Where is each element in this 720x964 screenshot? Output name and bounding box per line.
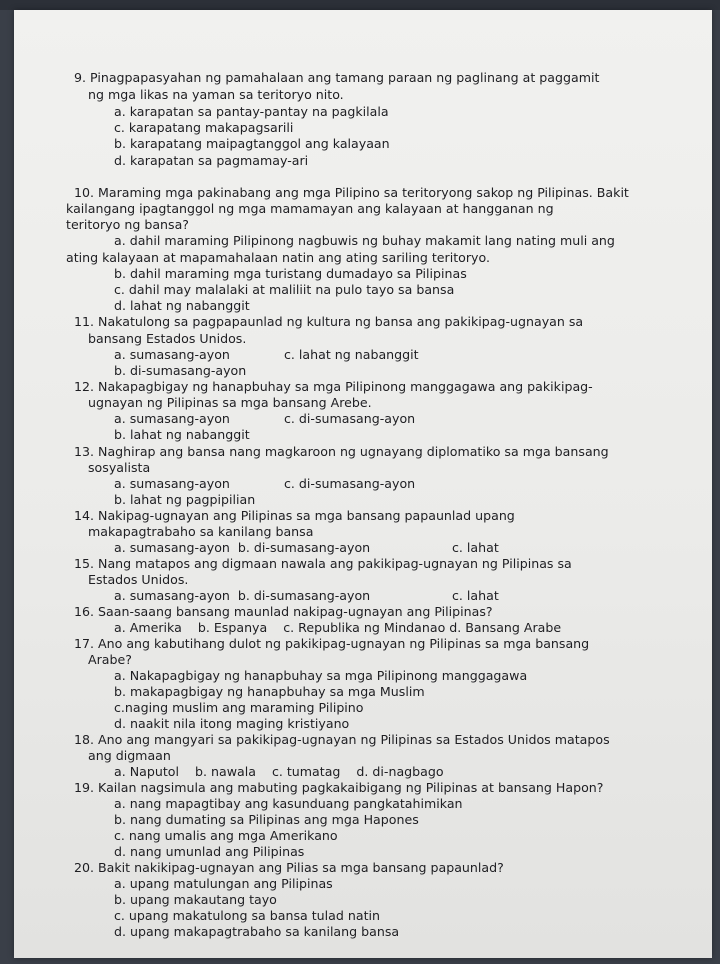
question-18-choices: a. Naputol b. nawala c. tumatag d. di-nagbago [114, 764, 444, 779]
question-14-choice-c: c. lahat [452, 540, 499, 555]
question-17-choice-c: c.naging muslim ang maraming Pilipino [114, 700, 364, 715]
question-11-choice-a: a. sumasang-ayon [114, 347, 230, 362]
question-13-stem-line-2: sosyalista [88, 460, 151, 475]
question-14-stem-line-2: makapagtrabaho sa kanilang bansa [88, 524, 314, 539]
question-20-choice-a: a. upang matulungan ang Pilipinas [114, 876, 333, 891]
question-19-choice-c: c. nang umalis ang mga Amerikano [114, 828, 338, 843]
question-16-stem: 16. Saan-saang bansang maunlad nakipag-ugnayan ang Pilipinas? [74, 604, 493, 619]
question-18-stem-line-2: ang digmaan [88, 748, 171, 763]
question-18-stem-line-1: 18. Ano ang mangyari sa pakikipag-ugnayan ng Pilipinas sa Estados Unidos matapos [74, 732, 610, 747]
worksheet-page [14, 10, 712, 958]
question-17-choice-a: a. Nakapagbigay ng hanapbuhay sa mga Pilipinong manggagawa [114, 668, 528, 683]
question-12-choice-a: a. sumasang-ayon [114, 411, 230, 426]
question-11-choice-b: b. di-sumasang-ayon [114, 363, 247, 378]
question-12-choice-c: c. di-sumasang-ayon [284, 411, 416, 426]
question-20-stem: 20. Bakit nakikipag-ugnayan ang Pilias sa mga bansang papaunlad? [74, 860, 504, 875]
question-10-choice-c: c. dahil may malalaki at maliliit na pulo tayo sa bansa [114, 282, 455, 297]
question-12-choice-b: b. lahat ng nabanggit [114, 427, 250, 442]
question-13-choice-a: a. sumasang-ayon [114, 476, 230, 491]
question-12-stem-line-2: ugnayan ng Pilipinas sa mga bansang Arebe. [88, 395, 372, 410]
question-10-stem-line-2: kailangang ipagtanggol ng mga mamamayan ang kalayaan at hangganan ng [66, 201, 554, 216]
question-15-stem-line-2: Estados Unidos. [88, 572, 189, 587]
question-15-stem-line-1: 15. Nang matapos ang digmaan nawala ang pakikipag-ugnayan ng Pilipinas sa [74, 556, 572, 571]
question-17-choice-d: d. naakit nila itong maging kristiyano [114, 716, 350, 731]
question-17-stem-line-1: 17. Ano ang kabutihang dulot ng pakikipag-ugnayan ng Pilipinas sa mga bansang [74, 636, 590, 651]
question-11-choice-c: c. lahat ng nabanggit [284, 347, 419, 362]
top-dark-edge [0, 0, 720, 10]
question-9-choice-c: c. karapatang makapagsarili [114, 120, 294, 135]
question-20-choice-b: b. upang makautang tayo [114, 892, 277, 907]
question-9-stem-line-2: ng mga likas na yaman sa teritoryo nito. [88, 87, 344, 102]
question-10-stem-line-3: teritoryo ng bansa? [66, 217, 189, 232]
question-20-choice-d: d. upang makapagtrabaho sa kanilang bansa [114, 924, 400, 939]
question-19-choice-a: a. nang mapagtibay ang kasunduang pangkatahimikan [114, 796, 463, 811]
question-13-choice-c: c. di-sumasang-ayon [284, 476, 416, 491]
question-17-choice-b: b. makapagbigay ng hanapbuhay sa mga Muslim [114, 684, 425, 699]
question-14-choices-a-b: a. sumasang-ayon b. di-sumasang-ayon [114, 540, 371, 555]
question-9-choice-a: a. karapatan sa pantay-pantay na pagkilala [114, 104, 389, 119]
question-15-choices-a-b: a. sumasang-ayon b. di-sumasang-ayon [114, 588, 371, 603]
question-9-choice-b: b. karapatang maipagtanggol ang kalayaan [114, 136, 390, 151]
question-11-stem-line-2: bansang Estados Unidos. [88, 331, 247, 346]
question-15-choice-c: c. lahat [452, 588, 499, 603]
question-10-choice-a-line-1: a. dahil maraming Pilipinong nagbuwis ng buhay makamit lang nating muli ang [114, 233, 615, 248]
question-10-choice-a-line-2: ating kalayaan at mapamahalaan natin ang ating sariling teritoryo. [66, 250, 490, 265]
question-14-stem-line-1: 14. Nakipag-ugnayan ang Pilipinas sa mga bansang papaunlad upang [74, 508, 515, 523]
question-13-stem-line-1: 13. Naghirap ang bansa nang magkaroon ng ugnayang diplomatiko sa mga bansang [74, 444, 609, 459]
question-9-choice-d: d. karapatan sa pagmamay-ari [114, 153, 309, 168]
question-12-stem-line-1: 12. Nakapagbigay ng hanapbuhay sa mga Pilipinong manggagawa ang pakikipag- [74, 379, 593, 394]
question-10-choice-b: b. dahil maraming mga turistang dumadayo sa Pilipinas [114, 266, 467, 281]
question-19-choice-d: d. nang umunlad ang Pilipinas [114, 844, 305, 859]
question-16-choices: a. Amerika b. Espanya c. Republika ng Mindanao d. Bansang Arabe [114, 620, 562, 635]
question-13-choice-b: b. lahat ng pagpipilian [114, 492, 256, 507]
question-17-stem-line-2: Arabe? [88, 652, 132, 667]
question-10-stem-line-1: 10. Maraming mga pakinabang ang mga Pilipino sa teritoryong sakop ng Pilipinas. Bakit [74, 185, 629, 200]
question-20-choice-c: c. upang makatulong sa bansa tulad natin [114, 908, 380, 923]
question-9-stem-line-1: 9. Pinagpapasyahan ng pamahalaan ang tamang paraan ng paglinang at paggamit [74, 70, 600, 85]
question-19-choice-b: b. nang dumating sa Pilipinas ang mga Hapones [114, 812, 419, 827]
question-19-stem: 19. Kailan nagsimula ang mabuting pagkakaibigang ng Pilipinas at bansang Hapon? [74, 780, 604, 795]
question-10-choice-d: d. lahat ng nabanggit [114, 298, 250, 313]
question-11-stem-line-1: 11. Nakatulong sa pagpapaunlad ng kultura ng bansa ang pakikipag-ugnayan sa [74, 314, 584, 329]
